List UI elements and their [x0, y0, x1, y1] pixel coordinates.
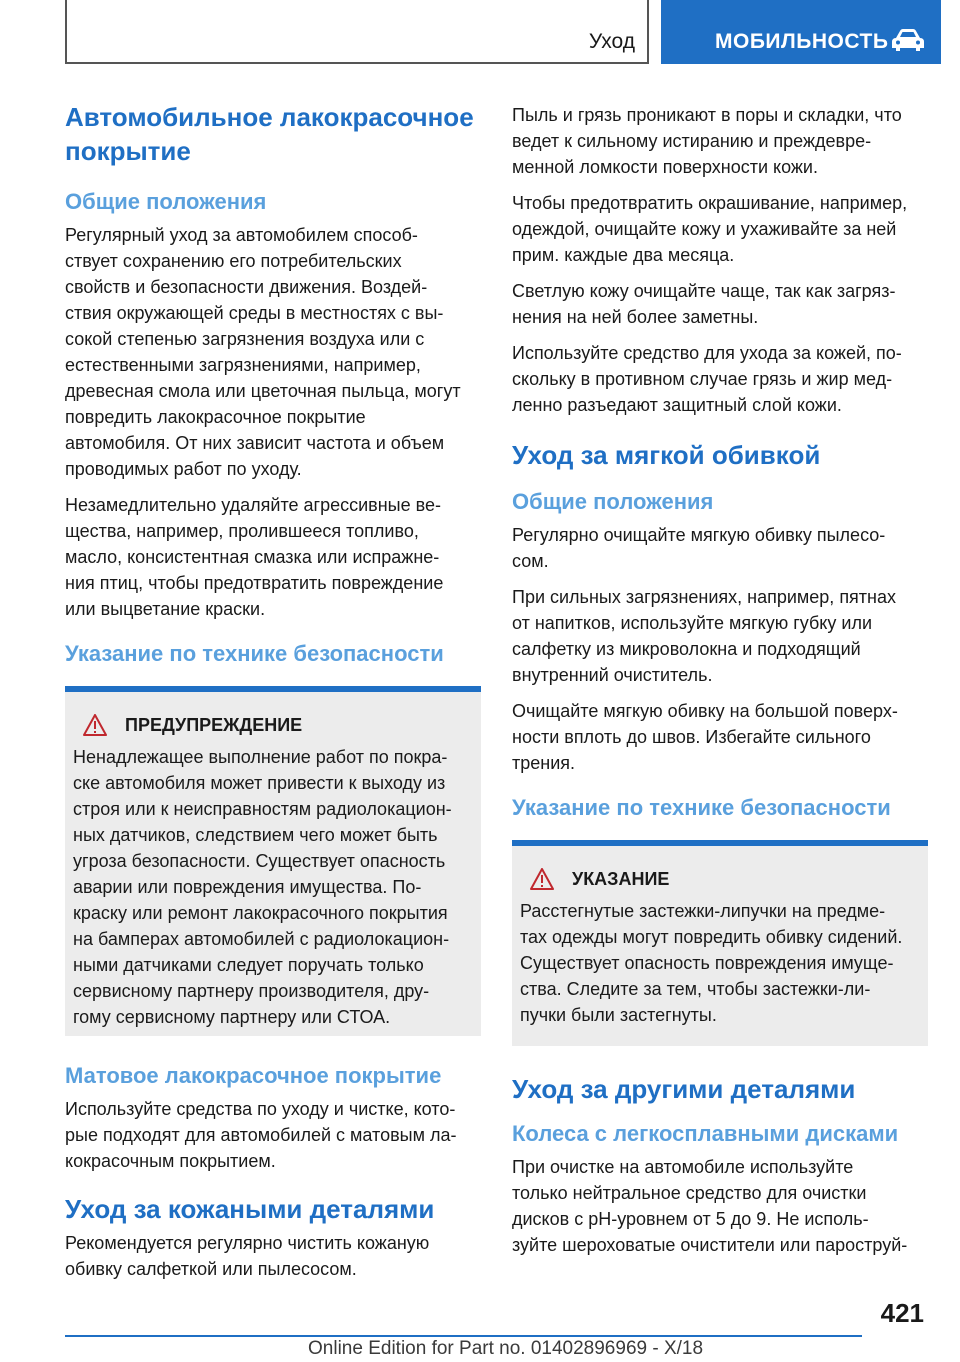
paragraph: Используйте средства по уходу и чистке, кото- рые подходят для автомобилей с матовым ла- кокрасочным покрытием.	[65, 1099, 457, 1171]
left-column	[65, 100, 481, 1292]
heading-soft-upholstery: Уход за мягкой обивкой	[512, 440, 821, 470]
mobility-tab[interactable]	[661, 0, 941, 64]
paragraph: Светлую кожу очищайте чаще, так как загряз- нения на ней более заметны.	[512, 281, 896, 327]
heading-other-parts: Уход за другими деталями	[512, 1074, 856, 1104]
paragraph: Незамедлительно удаляйте агрессивные ве- щества, например, пролившееся топливо, масло, консистентная смазка или испражне- ния птиц, чтобы предотвратить повреждение или выцветание краски.	[65, 495, 444, 619]
warning-box	[65, 686, 481, 1036]
warning-title: ПРЕДУПРЕЖДЕНИЕ	[125, 715, 303, 735]
notice-title: УКАЗАНИЕ	[572, 869, 670, 889]
paragraph: Рекомендуется регулярно чистить кожаную обивку салфеткой или пылесосом.	[65, 1233, 430, 1279]
subheading-alloy-wheels: Колеса с легкосплавными дисками	[512, 1121, 899, 1146]
warning-triangle-icon	[530, 868, 554, 890]
subheading-safety: Указание по технике безопасности	[65, 641, 444, 666]
heading-leather: Уход за кожаными деталями	[65, 1194, 435, 1224]
car-icon	[891, 28, 925, 52]
warning-triangle-icon	[83, 714, 107, 736]
mobility-tab-label: МОБИЛЬНОСТЬ	[715, 30, 889, 53]
subheading-safety: Указание по технике безопасности	[512, 795, 891, 820]
paragraph: Очищайте мягкую обивку на большой поверх- ности вплоть до швов. Избегайте сильного трения.	[512, 701, 898, 773]
heading-car-paint: Автомобильное лакокрасочное покрытие	[65, 102, 474, 166]
notice-text: Расстегнутые застежки-липучки на предме- тах одежды могут повредить обивку сидений. Существует опасность повреждения имуще- ства. Следите за тем, чтобы застежки-ли- пучки были застегнуты.	[520, 901, 903, 1025]
section-title: Уход	[588, 30, 635, 53]
footer-edition: Online Edition for Part no. 01402896969 - X/18	[308, 1338, 704, 1359]
paragraph: Пыль и грязь проникают в поры и складки, что ведет к сильному истиранию и преждевре- менной ломкости поверхности кожи.	[512, 105, 902, 177]
right-column	[512, 102, 928, 1268]
page-number: 421	[880, 1298, 924, 1328]
warning-text: Ненадлежащее выполнение работ по покра- ске автомобиля может привести к выходу из строя или к неисправностям радиолокацион- ных датчиков, следствием чего может быть угроза безопасности. Существует опасность аварии или повреждения имущества. По- краску или ремонт лакокрасочного покрытия на бамперах автомобилей с радиолокацион- ными датчиками следует поручать только сервисному партнеру производителя, дру- гому сервисному партнеру или СТОА.	[73, 747, 452, 1027]
paragraph: Чтобы предотвратить окрашивание, например, одеждой, очищайте кожу и ухаживайте за ней прим. каждые два месяца.	[512, 193, 908, 265]
paragraph: Используйте средство для ухода за кожей, по- скольку в противном случае грязь и жир мед- ленно разъедают защитный слой кожи.	[512, 343, 902, 415]
subheading-general: Общие положения	[65, 189, 267, 214]
header-section-box	[65, 0, 649, 64]
subheading-general: Общие положения	[512, 489, 714, 514]
footer-divider	[65, 1335, 862, 1337]
paragraph: При сильных загрязнениях, например, пятнах от напитков, используйте мягкую губку или салфетку из микроволокна и подходящий внутренний очиститель.	[512, 587, 897, 685]
paragraph: Регулярно очищайте мягкую обивку пылесо- сом.	[512, 525, 886, 571]
notice-box	[512, 840, 928, 1046]
subheading-matte: Матовое лакокрасочное покрытие	[65, 1063, 442, 1088]
paragraph: При очистке на автомобиле используйте только нейтральное средство для очистки дисков с pH-уровнем от 5 до 9. Не исполь- зуйте шероховатые очистители или пароструй-	[512, 1157, 908, 1255]
paragraph: Регулярный уход за автомобилем способ- ствует сохранению его потребительских свойств и безопасности движения. Воздей- ствия окружающей среды в местностях с вы- сокой степенью загрязнения воздуха или с естественными загрязнениями, например, древесная смола или цветочная пыльца, могут повредить лакокрасочное покрытие автомобиля. От них зависит частота и объем проводимых работ по уходу.	[65, 225, 461, 479]
